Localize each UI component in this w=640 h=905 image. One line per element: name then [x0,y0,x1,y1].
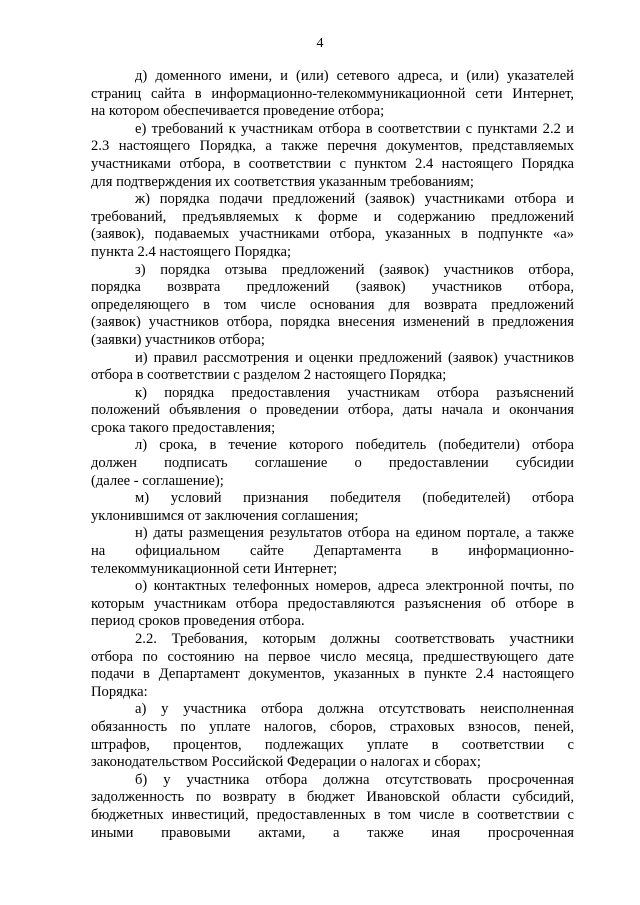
paragraph-line: которым участникам отбора предоставляются разъяснения об отборе в [91,595,574,612]
paragraph-line: иными правовыми актами, а также иная просроченная [91,824,574,841]
paragraph-line: б) у участника отбора должна отсутствовать просроченная [135,771,574,788]
paragraph-line: должен подписать соглашение о предоставлении субсидии [91,455,574,472]
paragraph-e [91,121,574,191]
paragraph-i [91,350,574,385]
paragraph-line: отбора по состоянию на первое число месяца, предшествующего дате [91,648,574,665]
page-number: 4 [316,36,324,51]
paragraph-line: подачи в Департамент документов, указанных в пункте 2.4 настоящего [91,666,574,683]
paragraph-line: задолженность по возврату в бюджет Ивановской области субсидий, [91,789,574,806]
paragraph-line: к) порядка предоставления участникам отбора разъяснений [135,384,574,401]
paragraph-line: (заявок) участников отбора, порядка внесения изменений в предложения [91,314,574,331]
paragraph-m [91,490,574,525]
paragraph-line: штрафов, процентов, подлежащих уплате в соответствии с [91,736,574,753]
paragraph-line: период сроков проведения отбора. [91,613,305,630]
paragraph-line: (заявок), подаваемых участниками отбора, указанных в подпункте «а» [91,226,574,243]
paragraph-line: уклонившимся от заключения соглашения; [91,507,359,524]
paragraph-line: Порядка: [91,683,148,700]
paragraph-line: обязанность по уплате налогов, сборов, страховых взносов, пеней, [91,718,574,735]
paragraph-line: л) срока, в течение которого победитель (победители) отбора [135,437,574,454]
paragraph-d [91,68,574,121]
paragraph-line: е) требований к участникам отбора в соответствии с пунктами 2.2 и [135,120,574,137]
paragraph-line: м) условий признания победителя (победителей) отбора [135,490,574,507]
paragraph-line: законодательством Российской Федерации о налогах и сборах; [91,754,481,771]
paragraph-o [91,578,574,631]
paragraph-line: и) правил рассмотрения и оценки предложений (заявок) участников [135,349,574,366]
paragraph-line: порядка возврата предложений (заявок) участников отбора, [91,279,574,296]
paragraph-line: определяющего в том числе основания для возврата предложений [91,296,574,313]
paragraph-line: участниками отбора, в соответствии с пунктом 2.4 настоящего Порядка [91,155,574,172]
paragraph-line: пункта 2.4 настоящего Порядка; [91,243,292,260]
paragraph-n [91,525,574,578]
paragraph-line: срока такого предоставления; [91,419,276,436]
paragraph-line: отбора в соответствии с разделом 2 настоящего Порядка; [91,367,447,384]
paragraph-line: 2.3 настоящего Порядка, а также перечня документов, представляемых [91,138,574,155]
paragraph-b [91,772,574,842]
paragraph-line: з) порядка отзыва предложений (заявок) участников отбора, [135,261,574,278]
paragraph-line: на котором обеспечивается проведение отбора; [91,103,385,120]
paragraph-z [91,262,574,350]
paragraph-line: 2.2. Требования, которым должны соответствовать участники [135,631,574,647]
paragraph-line: д) доменного имени, и (или) сетевого адреса, и (или) указателей [135,68,574,84]
paragraph-a [91,701,574,771]
paragraph-line: (далее - соглашение); [91,472,224,489]
paragraph-p22 [91,631,574,701]
paragraph-line: бюджетных инвестиций, предоставленных в том числе в соответствии с [91,806,574,823]
paragraph-line: телекоммуникационной сети Интернет; [91,560,338,577]
document-body [91,68,574,842]
paragraph-line: (заявки) участников отбора; [91,331,265,348]
paragraph-line: на официальном сайте Департамента в информационно- [91,543,574,560]
paragraph-k [91,385,574,438]
paragraph-line: положений объявления о проведении отбора, даты начала и окончания [91,402,574,419]
paragraph-line: для подтверждения их соответствия указанным требованиям; [91,173,474,190]
paragraph-line: о) контактных телефонных номеров, адреса электронной почты, по [135,578,574,595]
paragraph-zh [91,191,574,261]
paragraph-line: н) даты размещения результатов отбора на едином портале, а также [135,525,574,542]
paragraph-line: требований, предъявляемых к форме и содержанию предложений [91,208,574,225]
paragraph-line: ж) порядка подачи предложений (заявок) участниками отбора и [135,191,574,208]
paragraph-line: страниц сайта в информационно-телекоммуникационной сети Интернет, [91,85,574,102]
paragraph-l [91,437,574,490]
paragraph-line: а) у участника отбора должна отсутствовать неисполненная [135,701,574,718]
